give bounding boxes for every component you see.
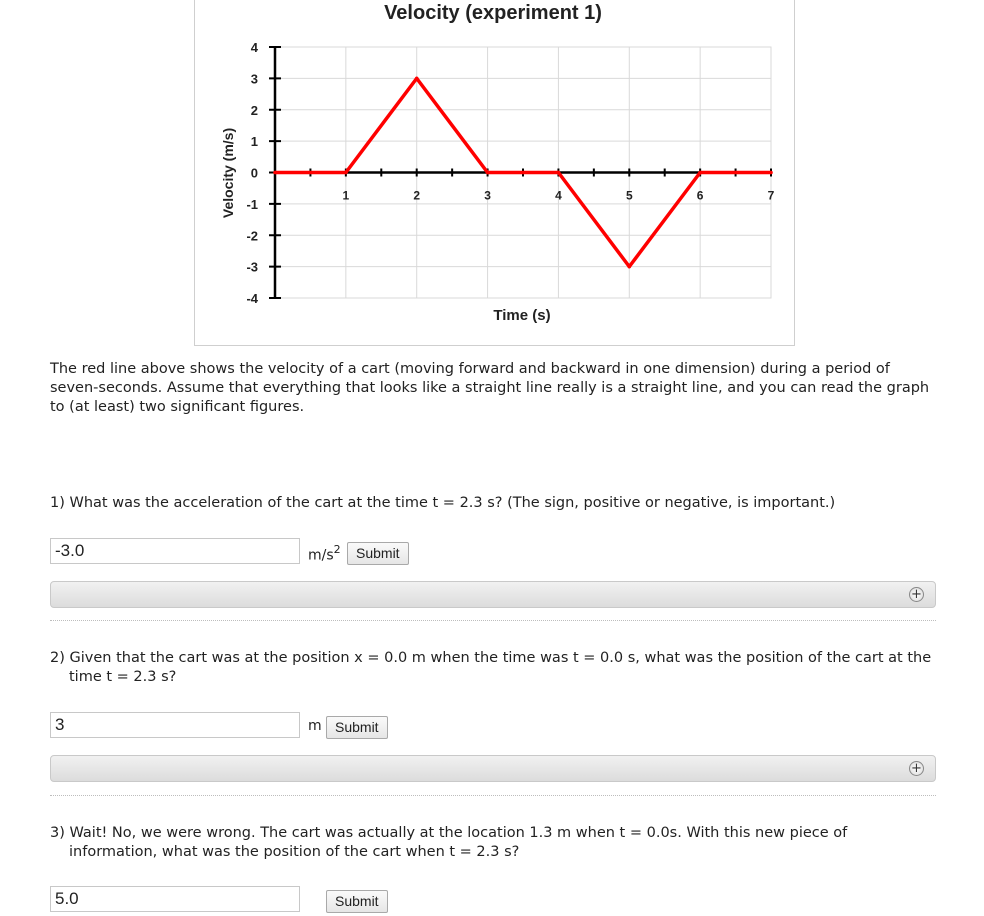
question-2-answer-row [50,712,450,742]
question-1 [50,494,950,513]
intro-paragraph: The red line above shows the velocity of a cart (moving forward and backward in one dimension) during a period of seven-seconds. Assume that everything that looks like a straight line really is a straight line, and you can read the graph to (at least) two significant figures. [50,361,930,415]
question-2-unit: m [308,718,322,734]
y-tick-label: 1 [250,134,258,150]
question-3-text-line1: Wait! No, we were wrong. The cart was actually at the location 1.3 m when t = 0.0s. With this new piece of [69,825,848,841]
divider [50,620,936,621]
velocity-chart-svg [195,0,794,345]
y-tick-label: 4 [250,40,258,55]
question-1-answer-row [50,538,450,568]
plus-circle-icon[interactable]: + [909,587,924,602]
question-3-number: 3) [50,825,65,841]
question-3-answer-input[interactable]: 5.0 [50,886,300,912]
x-tick-label: 6 [696,188,704,203]
velocity-chart [194,0,795,346]
plus-circle-icon[interactable]: + [909,761,924,776]
velocity-data-point [273,171,277,175]
x-tick-label: 2 [413,188,421,203]
question-1-hint-bar[interactable] [50,581,936,608]
velocity-data-point [557,171,561,175]
question-1-submit-button[interactable]: Submit [347,542,409,565]
question-1-unit [308,544,341,564]
x-tick-label: 3 [484,188,491,203]
question-1-number: 1) [50,495,65,511]
chart-title: Velocity (experiment 1) [384,2,602,24]
y-tick-label: 2 [250,102,258,118]
y-tick-label: -1 [246,196,258,212]
question-2-hint-bar[interactable] [50,755,936,782]
velocity-data-point [415,77,419,81]
x-tick-label: 7 [767,188,775,203]
velocity-data-point [344,171,348,175]
question-1-answer-input[interactable]: -3.0 [50,538,300,564]
x-tick-label: 4 [555,188,562,203]
y-tick-label: -3 [246,259,258,275]
question-3-answer-row [50,886,450,916]
question-3-submit-button[interactable]: Submit [326,890,388,913]
y-tick-label: -2 [246,228,258,244]
velocity-data-point [627,265,631,269]
question-1-unit-base: m/s [308,547,334,564]
y-tick-label: -4 [246,291,258,306]
question-2-number: 2) [50,650,65,666]
question-2-submit-button[interactable]: Submit [326,716,388,739]
x-tick-label: 1 [342,188,350,203]
question-2-text-line1: Given that the cart was at the position x = 0.0 m when the time was t = 0.0 s, what was the position of the cart at the [69,650,932,666]
x-axis-label: Time (s) [493,307,551,324]
question-1-unit-exponent: 2 [333,543,341,556]
question-3 [50,824,950,862]
question-2-answer-input[interactable]: 3 [50,712,300,738]
x-tick-label: 5 [625,188,633,203]
y-tick-label: 3 [250,71,258,87]
y-tick-label: 0 [250,165,258,181]
velocity-data-point [486,171,490,175]
divider [50,795,936,796]
question-1-text: What was the acceleration of the cart at the time t = 2.3 s? (The sign, positive or negative, is important.) [69,495,836,511]
velocity-data-point [698,171,702,175]
question-3-text-line2: information, what was the position of the cart when t = 2.3 s? [69,844,520,860]
velocity-data-point [769,171,773,175]
question-2-text-line2: time t = 2.3 s? [69,669,177,685]
question-2 [50,649,950,687]
y-axis-label: Velocity (m/s) [220,127,236,219]
